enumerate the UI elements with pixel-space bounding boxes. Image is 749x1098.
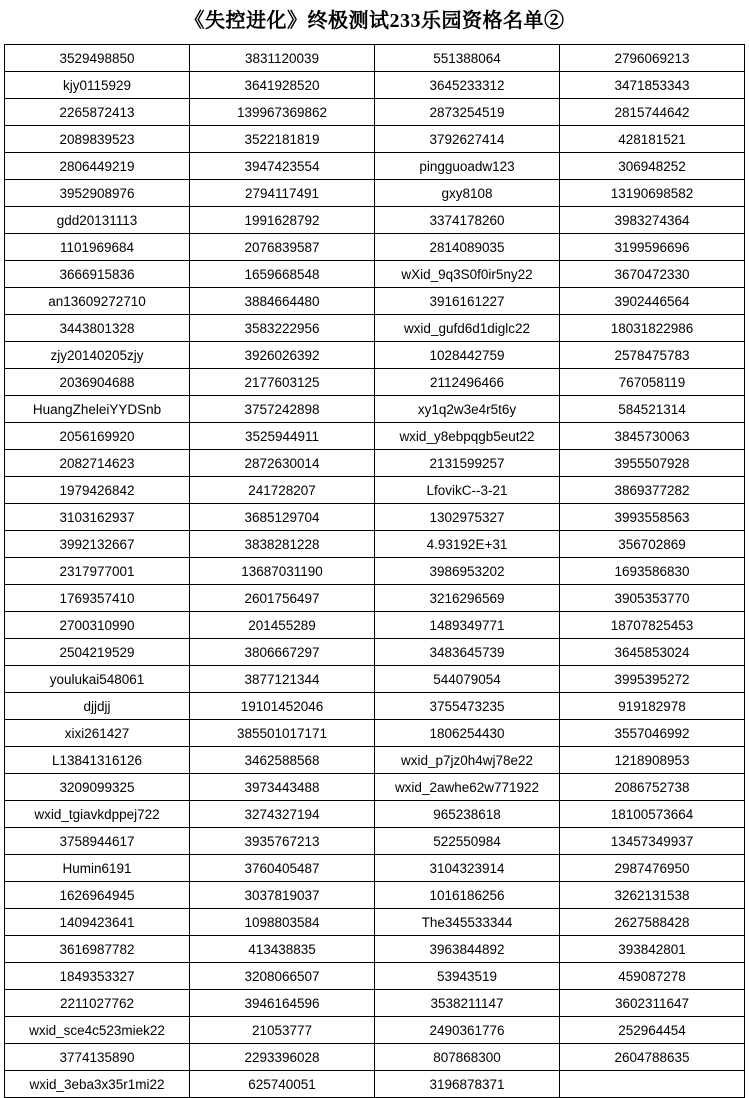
table-row — [5, 531, 745, 558]
table-cell: 3471853343 — [560, 72, 745, 99]
table-cell: 3529498850 — [5, 45, 190, 72]
table-row — [5, 1017, 745, 1044]
table-cell: 53943519 — [375, 963, 560, 990]
table-cell: 3973443488 — [190, 774, 375, 801]
table-cell: 3483645739 — [375, 639, 560, 666]
table-cell: 241728207 — [190, 477, 375, 504]
table-row — [5, 1044, 745, 1071]
table-cell: 3645853024 — [560, 639, 745, 666]
table-cell: 3666915836 — [5, 261, 190, 288]
table-row — [5, 855, 745, 882]
table-cell: 3792627414 — [375, 126, 560, 153]
table-cell: 3963844892 — [375, 936, 560, 963]
table-cell: 3443801328 — [5, 315, 190, 342]
table-row — [5, 450, 745, 477]
table-row — [5, 99, 745, 126]
table-cell: 1302975327 — [375, 504, 560, 531]
table-cell: 306948252 — [560, 153, 745, 180]
table-cell: 413438835 — [190, 936, 375, 963]
table-cell: 13687031190 — [190, 558, 375, 585]
table-row — [5, 720, 745, 747]
table-cell: 3209099325 — [5, 774, 190, 801]
table-cell: 2076839587 — [190, 234, 375, 261]
table-cell: 3538211147 — [375, 990, 560, 1017]
table-cell: 2086752738 — [560, 774, 745, 801]
table-cell: 3986953202 — [375, 558, 560, 585]
table-cell: 1769357410 — [5, 585, 190, 612]
table-cell: 3374178260 — [375, 207, 560, 234]
table-cell: 19101452046 — [190, 693, 375, 720]
table-cell: L13841316126 — [5, 747, 190, 774]
table-cell: 544079054 — [375, 666, 560, 693]
table-cell: 3926026392 — [190, 342, 375, 369]
table-cell: 3902446564 — [560, 288, 745, 315]
table-row — [5, 45, 745, 72]
table-row — [5, 477, 745, 504]
table-cell: HuangZheleiYYDSnb — [5, 396, 190, 423]
table-row — [5, 207, 745, 234]
table-cell: 584521314 — [560, 396, 745, 423]
table-cell: 3838281228 — [190, 531, 375, 558]
table-cell: 2036904688 — [5, 369, 190, 396]
table-row — [5, 909, 745, 936]
table-cell: 3831120039 — [190, 45, 375, 72]
table-cell: gxy8108 — [375, 180, 560, 207]
table-cell: 385501017171 — [190, 720, 375, 747]
table-cell: 2177603125 — [190, 369, 375, 396]
table-cell: 2504219529 — [5, 639, 190, 666]
table-cell: 3952908976 — [5, 180, 190, 207]
table-cell: 2317977001 — [5, 558, 190, 585]
table-row — [5, 990, 745, 1017]
table-cell: 3869377282 — [560, 477, 745, 504]
table-cell: 3755473235 — [375, 693, 560, 720]
table-cell: 356702869 — [560, 531, 745, 558]
table-cell: 2872630014 — [190, 450, 375, 477]
table-cell: 3216296569 — [375, 585, 560, 612]
table-row — [5, 828, 745, 855]
table-cell: 3995395272 — [560, 666, 745, 693]
table-cell: 3262131538 — [560, 882, 745, 909]
table-cell: The345533344 — [375, 909, 560, 936]
table-cell: 2490361776 — [375, 1017, 560, 1044]
table-cell: 2627588428 — [560, 909, 745, 936]
table-cell: 3992132667 — [5, 531, 190, 558]
table-cell: 393842801 — [560, 936, 745, 963]
table-cell: 965238618 — [375, 801, 560, 828]
table-cell: 2293396028 — [190, 1044, 375, 1071]
table-row — [5, 261, 745, 288]
table-cell: 3602311647 — [560, 990, 745, 1017]
table-row — [5, 126, 745, 153]
table-cell: 3983274364 — [560, 207, 745, 234]
table-cell: 3522181819 — [190, 126, 375, 153]
table-cell: 252964454 — [560, 1017, 745, 1044]
table-cell: 2089839523 — [5, 126, 190, 153]
table-cell: 3670472330 — [560, 261, 745, 288]
table-row — [5, 882, 745, 909]
table-cell: 3884664480 — [190, 288, 375, 315]
table-cell: 3758944617 — [5, 828, 190, 855]
table-cell: wxid_y8ebpqgb5eut22 — [375, 423, 560, 450]
table-cell: 767058119 — [560, 369, 745, 396]
table-cell: 3208066507 — [190, 963, 375, 990]
table-cell: 1806254430 — [375, 720, 560, 747]
table-cell: 919182978 — [560, 693, 745, 720]
table-cell: 3645233312 — [375, 72, 560, 99]
table-row — [5, 666, 745, 693]
table-cell: 13190698582 — [560, 180, 745, 207]
table-row — [5, 774, 745, 801]
table-cell: wxid_2awhe62w771922 — [375, 774, 560, 801]
table-cell: 3525944911 — [190, 423, 375, 450]
table-cell: 2814089035 — [375, 234, 560, 261]
table-cell: 1626964945 — [5, 882, 190, 909]
table-row — [5, 342, 745, 369]
table-cell: wxid_3eba3x35r1mi22 — [5, 1071, 190, 1098]
table-cell: 625740051 — [190, 1071, 375, 1098]
table-cell: 3641928520 — [190, 72, 375, 99]
table-cell: 1659668548 — [190, 261, 375, 288]
table-cell: 18100573664 — [560, 801, 745, 828]
table-cell: 3196878371 — [375, 1071, 560, 1098]
table-cell: 428181521 — [560, 126, 745, 153]
table-cell: 2112496466 — [375, 369, 560, 396]
table-cell: 3557046992 — [560, 720, 745, 747]
table-cell: wxid_p7jz0h4wj78e22 — [375, 747, 560, 774]
table-cell: 3583222956 — [190, 315, 375, 342]
table-cell: 4.93192E+31 — [375, 531, 560, 558]
table-cell: 3616987782 — [5, 936, 190, 963]
qualification-list-table — [4, 44, 745, 1098]
table-row — [5, 369, 745, 396]
table-cell: 1101969684 — [5, 234, 190, 261]
table-cell: 1849353327 — [5, 963, 190, 990]
table-cell: 3760405487 — [190, 855, 375, 882]
table-row — [5, 639, 745, 666]
table-cell: 2604788635 — [560, 1044, 745, 1071]
table-row — [5, 1071, 745, 1098]
table-cell: 2082714623 — [5, 450, 190, 477]
table-cell: 3806667297 — [190, 639, 375, 666]
table-cell: 201455289 — [190, 612, 375, 639]
table-cell: 1489349771 — [375, 612, 560, 639]
table-cell: 2056169920 — [5, 423, 190, 450]
table-cell: 3993558563 — [560, 504, 745, 531]
table-cell: 3103162937 — [5, 504, 190, 531]
table-cell: wxid_sce4c523miek22 — [5, 1017, 190, 1044]
table-cell: youlukai548061 — [5, 666, 190, 693]
table-cell: 2265872413 — [5, 99, 190, 126]
table-cell: wxid_tgiavkdppej722 — [5, 801, 190, 828]
table-cell: 3104323914 — [375, 855, 560, 882]
table-cell: 1693586830 — [560, 558, 745, 585]
table-row — [5, 72, 745, 99]
table-cell: 1991628792 — [190, 207, 375, 234]
table-cell: 1409423641 — [5, 909, 190, 936]
table-cell: 1979426842 — [5, 477, 190, 504]
table-cell: 18707825453 — [560, 612, 745, 639]
table-cell: 3274327194 — [190, 801, 375, 828]
table-cell: 2806449219 — [5, 153, 190, 180]
table-cell: 807868300 — [375, 1044, 560, 1071]
table-cell: 2700310990 — [5, 612, 190, 639]
table-cell: 2211027762 — [5, 990, 190, 1017]
table-row — [5, 747, 745, 774]
table-row — [5, 153, 745, 180]
table-cell: 2873254519 — [375, 99, 560, 126]
table-cell: pingguoadw123 — [375, 153, 560, 180]
table-cell: 1218908953 — [560, 747, 745, 774]
table-row — [5, 936, 745, 963]
table-cell: 1016186256 — [375, 882, 560, 909]
table-cell: kjy0115929 — [5, 72, 190, 99]
table-cell: 2794117491 — [190, 180, 375, 207]
table-row — [5, 180, 745, 207]
table-cell — [560, 1071, 745, 1098]
table-cell: 2131599257 — [375, 450, 560, 477]
table-cell: 18031822986 — [560, 315, 745, 342]
table-row — [5, 963, 745, 990]
table-cell: wXid_9q3S0f0ir5ny22 — [375, 261, 560, 288]
table-cell: 3037819037 — [190, 882, 375, 909]
table-cell: 3462588568 — [190, 747, 375, 774]
table-cell: 2601756497 — [190, 585, 375, 612]
table-cell: djjdjj — [5, 693, 190, 720]
table-cell: 522550984 — [375, 828, 560, 855]
table-cell: xy1q2w3e4r5t6y — [375, 396, 560, 423]
table-cell: 3947423554 — [190, 153, 375, 180]
table-cell: 2987476950 — [560, 855, 745, 882]
table-cell: 3935767213 — [190, 828, 375, 855]
table-cell: 3845730063 — [560, 423, 745, 450]
table-cell: 2578475783 — [560, 342, 745, 369]
table-cell: 551388064 — [375, 45, 560, 72]
table-cell: 3955507928 — [560, 450, 745, 477]
table-cell: 3877121344 — [190, 666, 375, 693]
table-row — [5, 612, 745, 639]
table-cell: 1098803584 — [190, 909, 375, 936]
table-cell: gdd20131113 — [5, 207, 190, 234]
table-cell: Humin6191 — [5, 855, 190, 882]
table-cell: 3774135890 — [5, 1044, 190, 1071]
table-cell: 13457349937 — [560, 828, 745, 855]
table-row — [5, 315, 745, 342]
table-cell: an13609272710 — [5, 288, 190, 315]
table-cell: zjy20140205zjy — [5, 342, 190, 369]
table-cell: 3946164596 — [190, 990, 375, 1017]
table-row — [5, 396, 745, 423]
table-row — [5, 504, 745, 531]
table-row — [5, 234, 745, 261]
table-cell: 1028442759 — [375, 342, 560, 369]
table-row — [5, 558, 745, 585]
table-cell: 139967369862 — [190, 99, 375, 126]
table-cell: wxid_gufd6d1diglc22 — [375, 315, 560, 342]
table-cell: 3685129704 — [190, 504, 375, 531]
table-cell: 459087278 — [560, 963, 745, 990]
table-row — [5, 801, 745, 828]
table-row — [5, 423, 745, 450]
table-body — [5, 45, 745, 1098]
table-cell: 21053777 — [190, 1017, 375, 1044]
table-cell: LfovikC--3-21 — [375, 477, 560, 504]
table-cell: 3199596696 — [560, 234, 745, 261]
table-cell: 2815744642 — [560, 99, 745, 126]
table-cell: 2796069213 — [560, 45, 745, 72]
table-cell: 3757242898 — [190, 396, 375, 423]
page-title: 《失控进化》终极测试233乐园资格名单② — [184, 10, 565, 32]
table-cell: 3916161227 — [375, 288, 560, 315]
table-cell: xixi261427 — [5, 720, 190, 747]
table-cell: 3905353770 — [560, 585, 745, 612]
table-row — [5, 693, 745, 720]
table-row — [5, 585, 745, 612]
table-row — [5, 288, 745, 315]
